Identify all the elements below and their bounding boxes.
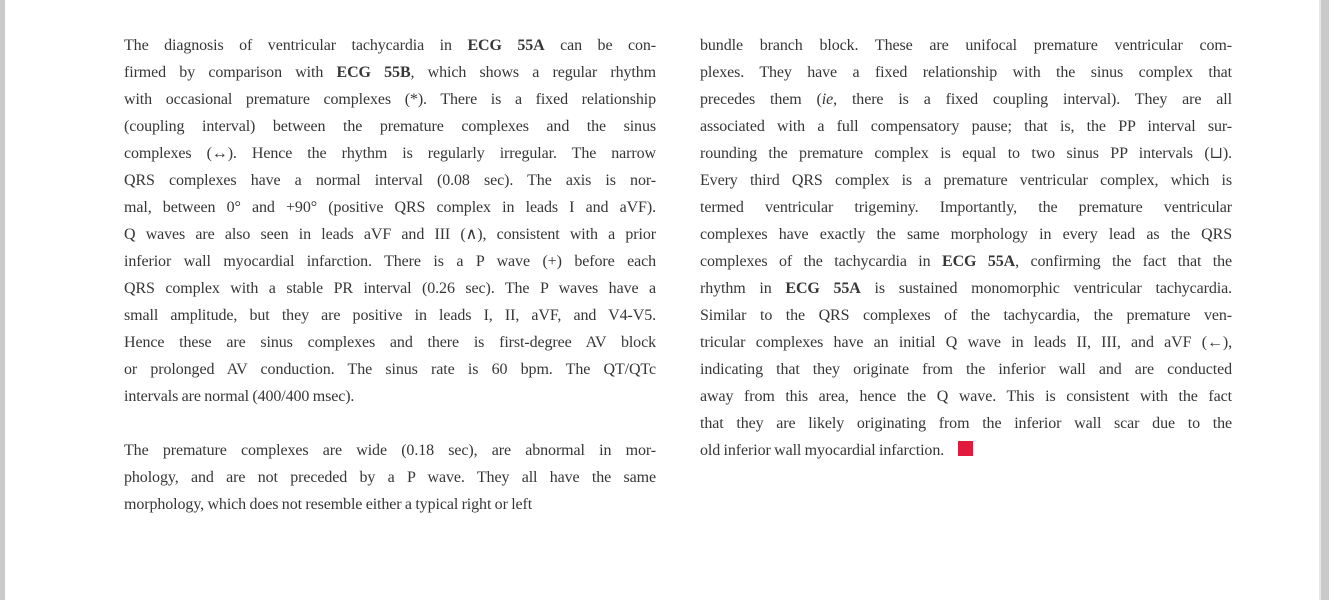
text-line	[700, 140, 1232, 167]
text-line	[124, 356, 656, 383]
text-run: mal, between 0° and +90° (positive QRS complex in leads I and aVF).	[124, 199, 656, 216]
page-content	[124, 32, 1232, 518]
text-line	[124, 464, 656, 491]
text-run: firmed by comparison with	[124, 64, 337, 81]
text-run: small amplitude, but they are positive in leads I, II, aVF, and V4-V5.	[124, 307, 656, 324]
text-run: inferior wall myocardial infarction. There is a P wave (+) before each	[124, 253, 656, 270]
text-line	[700, 194, 1232, 221]
article-end-marker-icon	[958, 441, 973, 456]
text-run: phology, and are not preceded by a P wave. They all have the same	[124, 469, 656, 486]
text-run: old inferior wall myocardial infarction.	[700, 442, 945, 459]
text-line	[124, 329, 656, 356]
text-run: tricular complexes have an initial Q wave in leads II, III, and aVF (←),	[700, 334, 1232, 351]
text-run: complexes of the tachycardia in	[700, 253, 943, 270]
text-line	[124, 86, 656, 113]
text-line	[700, 59, 1232, 86]
text-run: complexes have exactly the same morphology in every lead as the QRS	[700, 226, 1232, 243]
paragraph	[124, 437, 656, 518]
text-column-left	[124, 32, 656, 518]
text-line	[700, 410, 1232, 437]
paragraph	[700, 32, 1232, 464]
text-run: , confirming the fact that the	[1015, 253, 1232, 270]
text-line	[124, 302, 656, 329]
text-run: rhythm in	[700, 280, 786, 297]
text-run: (coupling interval) between the premature complexes and the sinus	[124, 118, 656, 135]
text-run: QRS complexes have a normal interval (0.08 sec). The axis is nor-	[124, 172, 656, 189]
paragraph	[124, 32, 656, 410]
bold-run: ECG 55B	[336, 64, 411, 81]
text-run: Similar to the QRS complexes of the tachycardia, the premature ven-	[700, 307, 1232, 324]
text-run: can be con-	[544, 37, 656, 54]
text-run: , which shows a regular rhythm	[410, 64, 656, 81]
text-line	[124, 59, 656, 86]
text-run: The diagnosis of ventricular tachycardia in	[124, 37, 468, 54]
text-line	[700, 275, 1232, 302]
text-run: associated with a full compensatory pause; that is, the PP interval sur-	[700, 118, 1232, 135]
text-line	[124, 32, 656, 59]
text-line	[700, 302, 1232, 329]
page-edge-left	[0, 0, 5, 600]
text-run: The premature complexes are wide (0.18 sec), are abnormal in mor-	[124, 442, 656, 459]
page-edge-right	[1319, 0, 1329, 600]
text-line	[700, 383, 1232, 410]
text-line	[700, 437, 1232, 464]
text-run: Hence these are sinus complexes and there is first-degree AV block	[124, 334, 656, 351]
text-line	[700, 86, 1232, 113]
text-run: morphology, which does not resemble either a typical right or left	[124, 496, 533, 513]
text-line	[700, 221, 1232, 248]
text-line	[700, 356, 1232, 383]
text-line	[124, 194, 656, 221]
text-run: QRS complex with a stable PR interval (0.26 sec). The P waves have a	[124, 280, 656, 297]
text-run: rounding the premature complex is equal to two sinus PP intervals (⊔).	[700, 145, 1232, 162]
text-line	[124, 275, 656, 302]
text-run: precedes them (	[700, 91, 822, 108]
text-line	[700, 32, 1232, 59]
text-line	[700, 113, 1232, 140]
text-line	[124, 167, 656, 194]
text-line	[700, 248, 1232, 275]
text-run: , there is a fixed coupling interval). They are all	[833, 91, 1232, 108]
text-run: is sustained monomorphic ventricular tachycardia.	[860, 280, 1232, 297]
text-line	[124, 113, 656, 140]
text-line	[124, 221, 656, 248]
text-run: or prolonged AV conduction. The sinus rate is 60 bpm. The QT/QTc	[124, 361, 656, 378]
text-line	[124, 437, 656, 464]
text-column-right	[700, 32, 1232, 518]
text-run: intervals are normal (400/400 msec).	[124, 388, 355, 405]
text-run: bundle branch block. These are unifocal premature ventricular com-	[700, 37, 1232, 54]
bold-run: ECG 55A	[467, 37, 545, 54]
text-run: termed ventricular trigeminy. Importantly, the premature ventricular	[700, 199, 1232, 216]
text-line	[700, 329, 1232, 356]
text-run: with occasional premature complexes (*). There is a fixed relationship	[124, 91, 656, 108]
text-run: complexes (↔). Hence the rhythm is regularly irregular. The narrow	[124, 145, 656, 162]
text-run: indicating that they originate from the inferior wall and are conducted	[700, 361, 1232, 378]
text-line	[124, 383, 656, 410]
text-run: Every third QRS complex is a premature ventricular complex, which is	[700, 172, 1232, 189]
text-line	[700, 167, 1232, 194]
text-run: away from this area, hence the Q wave. This is consistent with the fact	[700, 388, 1232, 405]
text-run: plexes. They have a fixed relationship with the sinus complex that	[700, 64, 1232, 81]
text-run: that they are likely originating from the inferior wall scar due to the	[700, 415, 1232, 432]
italic-run: ie	[821, 91, 834, 108]
text-run: Q waves are also seen in leads aVF and III (∧), consistent with a prior	[124, 226, 656, 243]
text-line	[124, 140, 656, 167]
bold-run: ECG 55A	[942, 253, 1016, 270]
text-line	[124, 248, 656, 275]
text-line	[124, 491, 656, 518]
bold-run: ECG 55A	[785, 280, 861, 297]
